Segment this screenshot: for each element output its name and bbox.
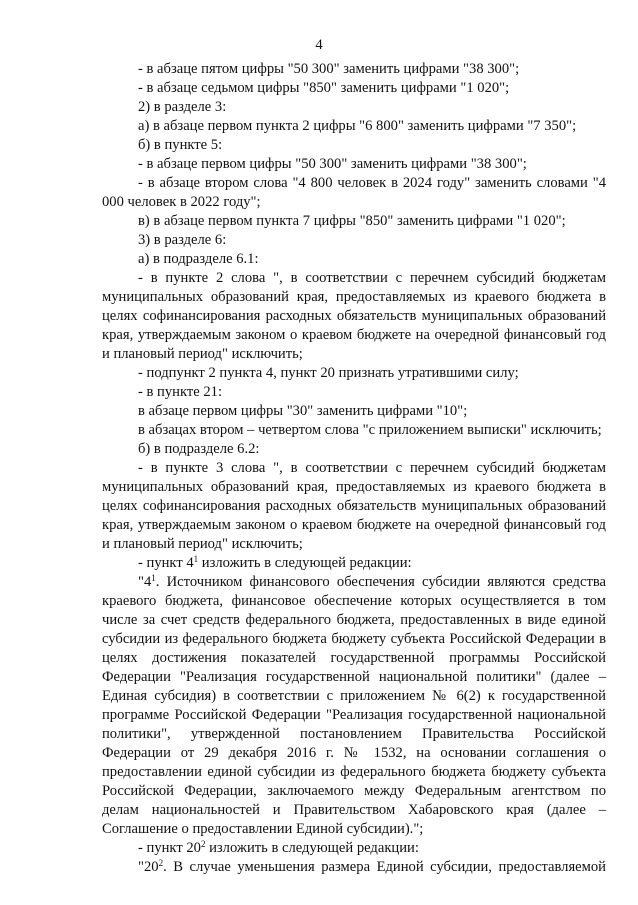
paragraph: 3) в разделе 6: xyxy=(138,232,227,248)
paragraph xyxy=(102,858,606,877)
paragraph: 2) в разделе 3: xyxy=(138,99,227,115)
superscript-index: 2 xyxy=(158,858,164,868)
paragraph-text-start: "20 xyxy=(138,859,159,875)
paragraph-text-end: изложить в следующей редакции: xyxy=(198,555,412,571)
paragraph xyxy=(102,839,606,858)
paragraph: - в абзаце первом цифры "50 300" заменить цифрами "38 300"; xyxy=(138,156,527,172)
paragraph xyxy=(102,573,606,839)
paragraph: б) в подразделе 6.2: xyxy=(138,441,260,457)
paragraph: а) в абзаце первом пункта 2 цифры "6 800" заменить цифрами "7 350"; xyxy=(138,118,577,134)
superscript-index: 1 xyxy=(193,554,199,564)
paragraph-text-start: - пункт 4 xyxy=(138,555,194,571)
superscript-index: 1 xyxy=(151,573,156,583)
paragraph-text-end: . Источником финансового обеспечения субсидии являются средства краевого бюджета, финансовое обеспечение которых осуществляется в том числе за счет средств федерального бюджета, предоставленных в виде единой субсидии из федерального бюджета бюджету субъекта Российской Федерации в целях достижения показателей государственной программы Российской Федерации "Реализация государственной национальной политики" (далее – Единая субсидия) в соответствии с приложением № 6(2) к государственной программе Российской Федерации "Реализация государственной национальной политики", утвержденной постановлением Правительства Российской Федерации от 29 декабря 2016 г. № 1532, на основании соглашения о предоставлении единой субсидии из федерального бюджета бюджету субъекта Российской Федерации, заключаемого между Федеральным агентством по делам национальностей и Правительством Хабаровского края (далее – Соглашение о предоставлении Единой субсидии)."; xyxy=(102,574,606,837)
paragraph-text-start: "4 xyxy=(138,574,152,590)
paragraph: в абзацах втором – четвертом слова "с приложением выписки" исключить; xyxy=(138,422,602,438)
superscript-index: 2 xyxy=(200,839,206,849)
paragraph-text-start: - пункт 20 xyxy=(138,840,201,856)
paragraph: - в пункте 21: xyxy=(138,384,223,400)
document-body xyxy=(102,60,606,877)
paragraph: а) в подразделе 6.1: xyxy=(138,251,259,267)
paragraph-text-end: изложить в следующей редакции: xyxy=(205,840,419,856)
paragraph: - в абзаце втором слова "4 800 человек в 2024 году" заменить словами "4 000 человек в 2022 году"; xyxy=(102,175,606,210)
page-number: 4 xyxy=(315,37,323,53)
paragraph: - в абзаце седьмом цифры "850" заменить цифрами "1 020"; xyxy=(138,80,510,96)
paragraph xyxy=(102,554,606,573)
paragraph: - в пункте 2 слова ", в соответствии с перечнем субсидий бюджетам муниципальных образований края, предоставляемых из краевого бюджета в целях софинансирования расходных обязательств муниципальных образований края, утверждаемым законом о краевом бюджете на очередной финансовый год и плановый период" исключить; xyxy=(102,270,606,362)
paragraph: - в абзаце пятом цифры "50 300" заменить цифрами "38 300"; xyxy=(138,61,520,77)
paragraph: в абзаце первом цифры "30" заменить цифрами "10"; xyxy=(138,403,468,419)
paragraph: б) в пункте 5: xyxy=(138,137,223,153)
paragraph: - в пункте 3 слова ", в соответствии с перечнем субсидий бюджетам муниципальных образований края, предоставляемых из краевого бюджета в целях софинансирования расходных обязательств муниципальных образований края, утверждаемым законом о краевом бюджете на очередной финансовый год и плановый период" исключить; xyxy=(102,460,606,552)
paragraph: - подпункт 2 пункта 4, пункт 20 признать утратившими силу; xyxy=(138,365,519,381)
paragraph: в) в абзаце первом пункта 7 цифры "850" заменить цифрами "1 020"; xyxy=(138,213,566,229)
paragraph-text-end: . В случае уменьшения размера Единой субсидии, предоставляемой xyxy=(163,859,606,875)
